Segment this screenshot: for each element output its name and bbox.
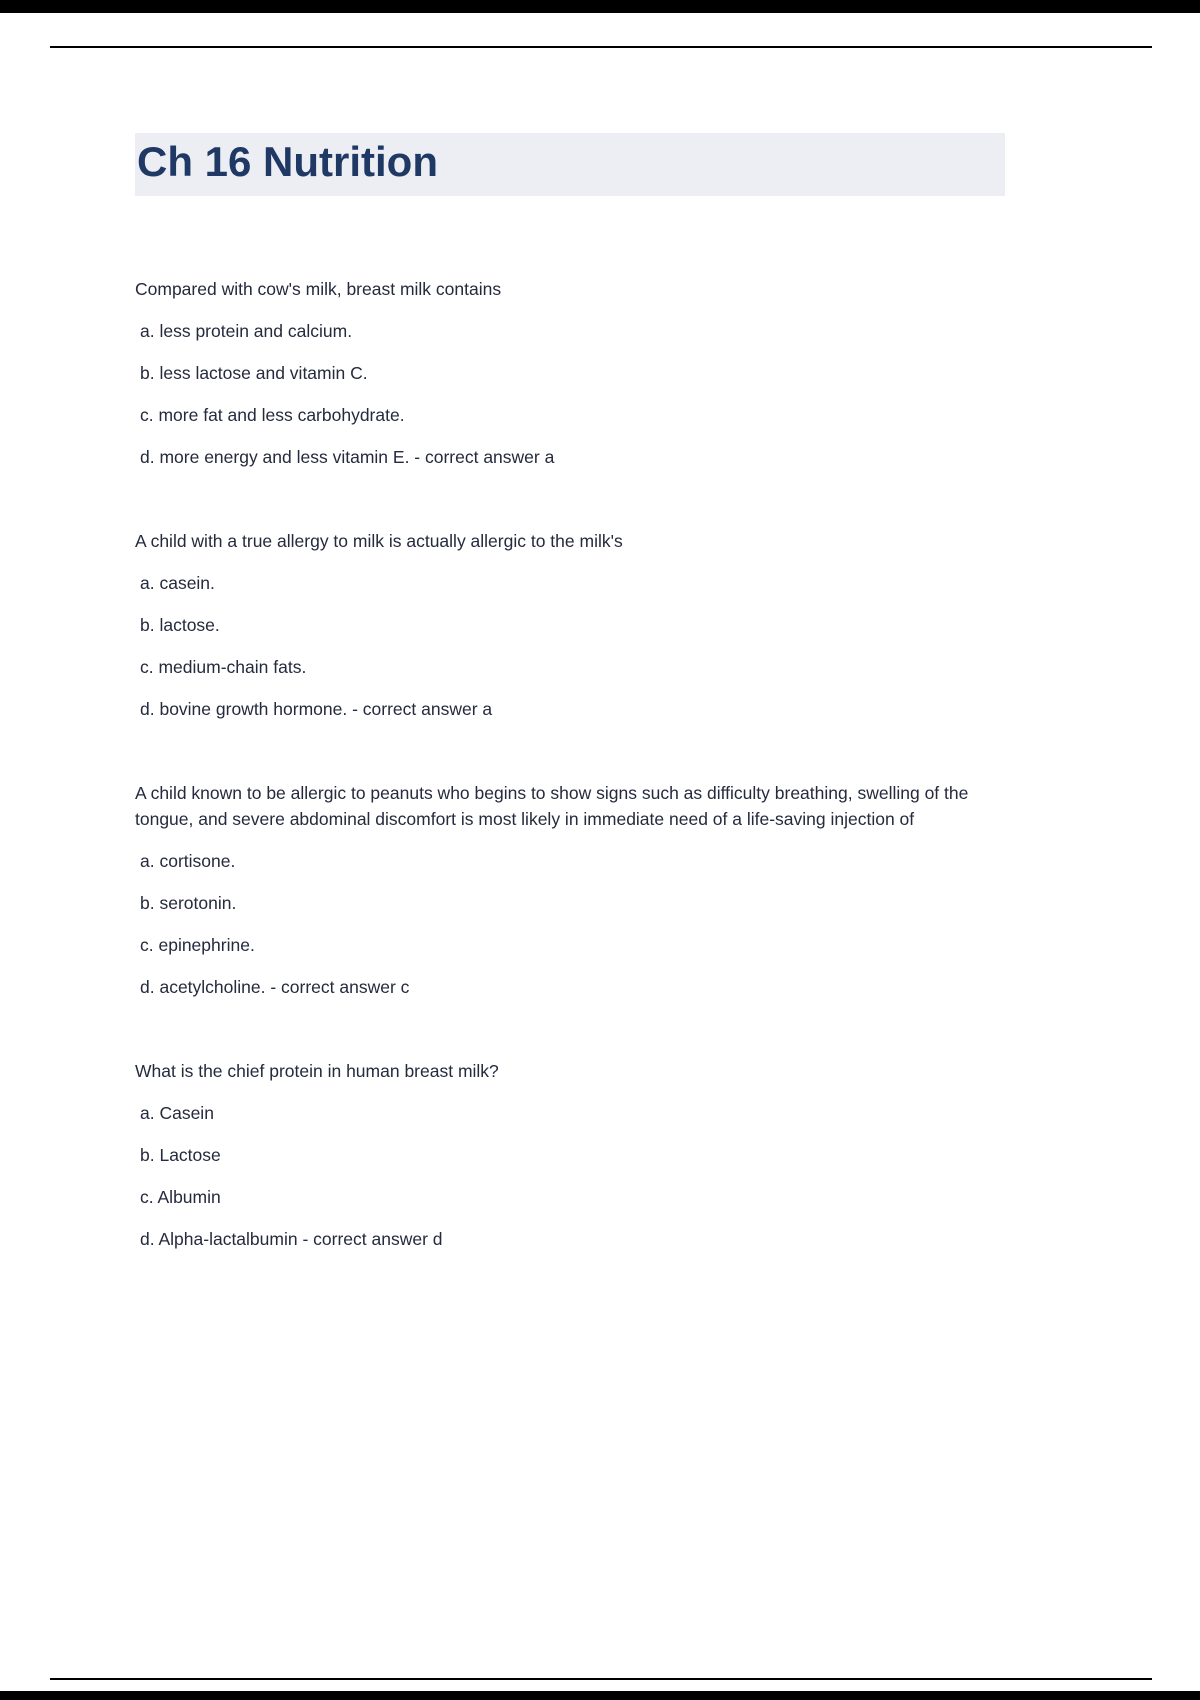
option-item: b. serotonin. (140, 893, 237, 914)
option-item: c. medium-chain fats. (140, 657, 307, 678)
option-item: d. bovine growth hormone. - correct answer a (140, 699, 493, 720)
question-block (135, 276, 1005, 470)
option-item: a. Casein (140, 1103, 214, 1124)
option-item: b. Lactose (140, 1145, 221, 1166)
page-top-edge-bar (0, 0, 1200, 13)
question-text: A child with a true allergy to milk is actually allergic to the milk's (135, 531, 623, 552)
option-item: a. cortisone. (140, 851, 236, 872)
page-title: Ch 16 Nutrition (137, 138, 438, 185)
title-highlight-bar (135, 133, 1005, 196)
question-text: What is the chief protein in human breast milk? (135, 1061, 499, 1082)
page-bottom-edge-bar (0, 1691, 1200, 1700)
option-item: b. less lactose and vitamin C. (140, 363, 368, 384)
footer-rule (50, 1678, 1152, 1680)
option-item: d. more energy and less vitamin E. - correct answer a (140, 447, 555, 468)
option-item: c. Albumin (140, 1187, 221, 1208)
option-item: d. Alpha-lactalbumin - correct answer d (140, 1229, 443, 1250)
question-block (135, 1058, 1005, 1252)
option-item: a. less protein and calcium. (140, 321, 353, 342)
questions-list (135, 276, 1005, 1252)
option-item: a. casein. (140, 573, 215, 594)
option-item: c. epinephrine. (140, 935, 255, 956)
option-item: d. acetylcholine. - correct answer c (140, 977, 410, 998)
question-text: A child known to be allergic to peanuts who begins to show signs such as difficulty breathing, swelling of the tongue, and severe abdominal discomfort is most likely in immediate need of a life-saving injection of (135, 783, 969, 830)
question-block (135, 780, 1005, 1000)
option-item: c. more fat and less carbohydrate. (140, 405, 405, 426)
option-item: b. lactose. (140, 615, 220, 636)
document-content (135, 133, 1005, 1310)
question-block (135, 528, 1005, 722)
question-text: Compared with cow's milk, breast milk contains (135, 279, 502, 300)
header-rule (50, 46, 1152, 48)
